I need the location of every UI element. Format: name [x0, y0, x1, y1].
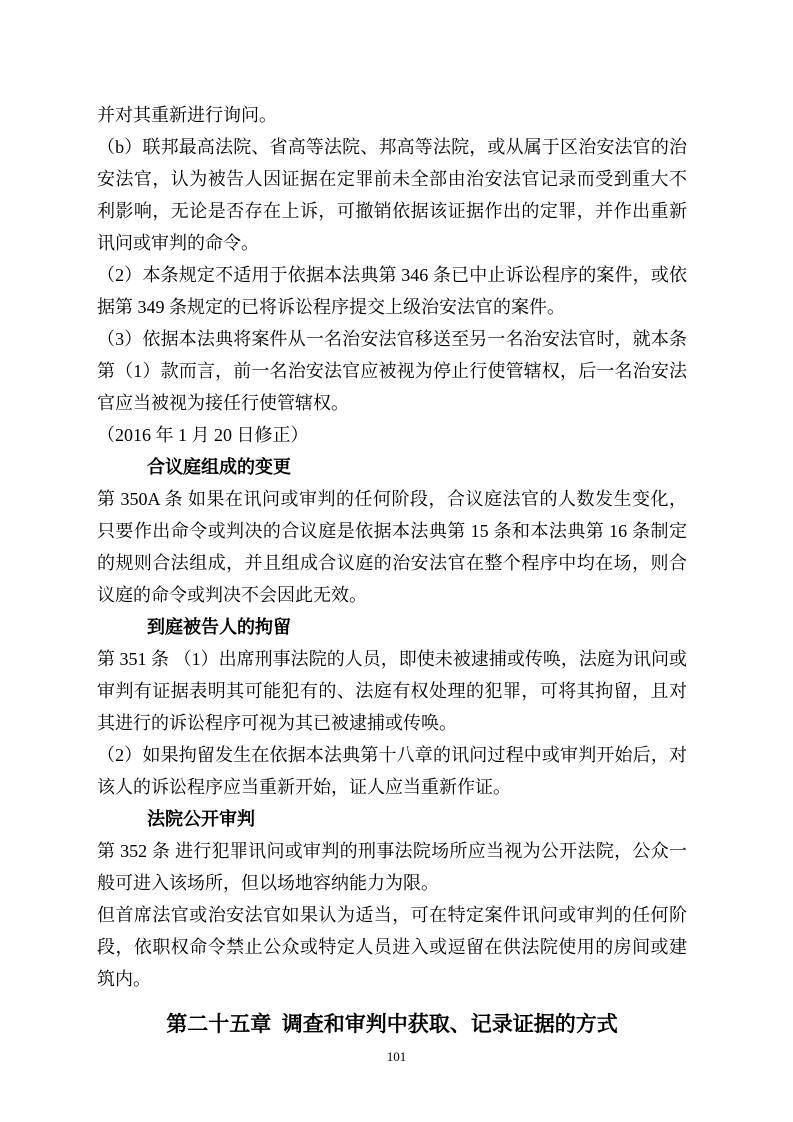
section-heading-detention: 到庭被告人的拘留 — [147, 617, 291, 637]
page-content — [97, 99, 687, 1043]
section-heading-open-court: 法院公开审判 — [147, 809, 255, 829]
paragraph-continuation: 并对其重新进行询问。 — [97, 105, 277, 125]
page-number: 101 — [386, 1049, 407, 1064]
paragraph-section-351-2: （2）如果拘留发生在依据本法典第十八章的讯问过程中或审判开始后，对该人的诉讼程序应当重新开始，证人应当重新作证。 — [97, 745, 687, 797]
paragraph-clause-2: （2）本条规定不适用于依据本法典第 346 条已中止诉讼程序的案件，或依据第 349 条规定的已将诉讼程序提交上级治安法官的案件。 — [97, 265, 687, 317]
paragraph-section-352-proviso: 但首席法官或治安法官如果认为适当，可在特定案件讯问或审判的任何阶段，依职权命令禁止公众或特定人员进入或逗留在供法院使用的房间或建筑内。 — [97, 905, 687, 989]
paragraph-clause-3: （3）依据本法典将案件从一名治安法官移送至另一名治安法官时，就本条第（1）款而言，前一名治安法官应被视为停止行使管辖权，后一名治安法官应当被视为接任行使管辖权。 — [97, 329, 687, 413]
amendment-date-line: （2016 年 1 月 20 日修正） — [97, 425, 309, 445]
paragraph-clause-b: （b）联邦最高法院、省高等法院、邦高等法院，或从属于区治安法官的治安法官，认为被告人因证据在定罪前未全部由治安法官记录而受到重大不利影响，无论是否存在上诉，可撤销依据该证据作出的定罪，并作出重新讯问或审判的命令。 — [97, 137, 687, 253]
paragraph-section-351-1: 第 351 条 （1）出席刑事法院的人员，即使未被逮捕或传唤，法庭为讯问或审判有证据表明其可能犯有的、法庭有权处理的犯罪，可将其拘留，且对其进行的诉讼程序可视为其已被逮捕或传唤。 — [97, 649, 687, 733]
paragraph-section-350a: 第 350A 条 如果在讯问或审判的任何阶段，合议庭法官的人数发生变化，只要作出命令或判决的合议庭是依据本法典第 15 条和本法典第 16 条制定的规则合法组成，并且组成合议庭的治安法官在整个程序中均在场，则合议庭的命令或判决不会因此无效。 — [97, 489, 687, 605]
section-heading-panel-composition: 合议庭组成的变更 — [147, 457, 291, 477]
paragraph-section-352: 第 352 条 进行犯罪讯问或审判的刑事法院场所应当视为公开法院，公众一般可进入该场所，但以场地容纳能力为限。 — [97, 841, 687, 893]
chapter-heading: 第二十五章 调查和审判中获取、记录证据的方式 — [166, 1012, 618, 1036]
